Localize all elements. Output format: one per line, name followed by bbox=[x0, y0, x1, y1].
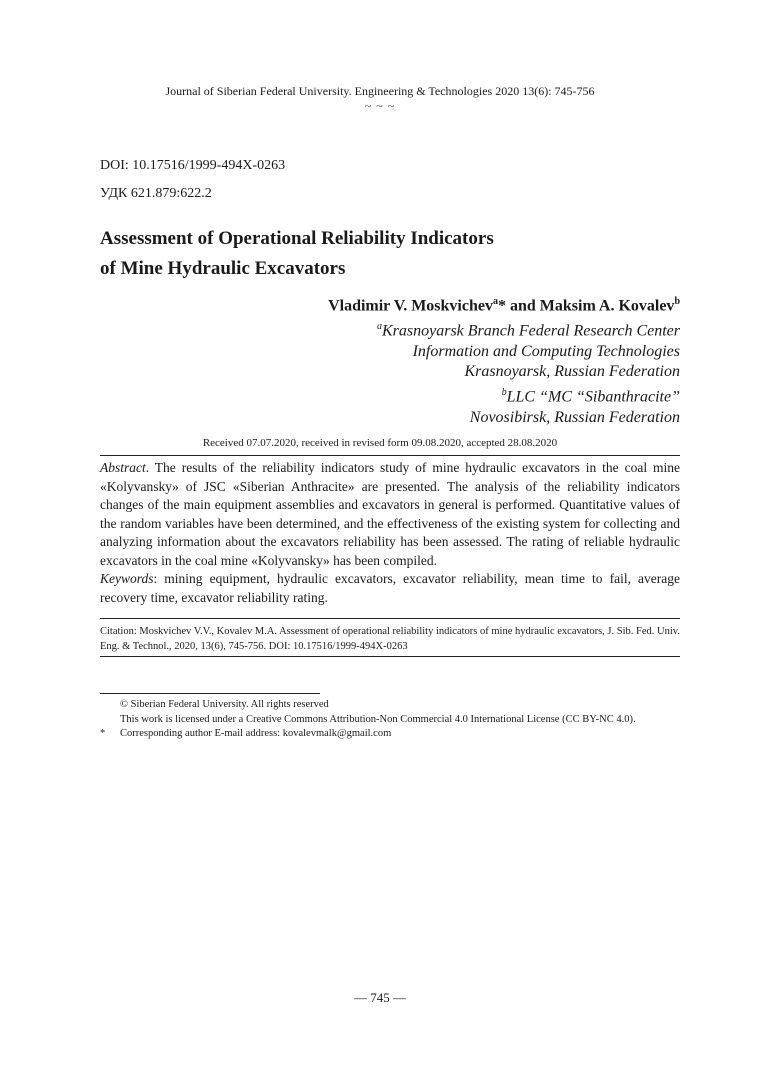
received-dates: Received 07.07.2020, received in revised form 09.08.2020, accepted 28.08.2020 bbox=[202, 437, 558, 449]
citation: Citation: Moskvichev V.V., Kovalev M.A. Assessment of operational reliability indicators of mine hydraulic excavators, J. Sib. Fed. Univ. Eng. & Technol., 2020, 13(6), 745-756. DOI: 10.17516/1999-494X-0263 bbox=[100, 626, 680, 652]
divider bbox=[100, 618, 680, 619]
footnote-divider bbox=[100, 693, 320, 694]
affiliations bbox=[377, 317, 680, 428]
paper-title bbox=[100, 224, 680, 284]
journal-header: Journal of Siberian Federal University. Engineering & Technologies 2020 13(6): 745-756 bbox=[165, 84, 595, 98]
page-number: — 745 — bbox=[354, 990, 406, 1005]
affiliation-line: Information and Computing Technologies bbox=[412, 342, 680, 360]
affiliation-line bbox=[377, 383, 680, 408]
doi: DOI: 10.17516/1999-494X-0263 bbox=[100, 158, 286, 173]
corresponding-author-email: Corresponding author E-mail address: kovalevmalk@gmail.com bbox=[120, 728, 392, 739]
divider bbox=[100, 455, 680, 456]
abstract-text: . The results of the reliability indicators study of mine hydraulic excavators in the coal mine «Kolyvansky» of JSC «Siberian Anthracite» are presented. The analysis of the reliability indicators changes of the main equipment assemblies and excavators in general is performed. Quantitative values of the random variables have been determined, and the effectiveness of the existing system for collecting and analyzing information about the excavators reliability has been assessed. The rating of reliable hydraulic excavators in the coal mine «Kolyvansky» has been compiled. bbox=[100, 460, 680, 568]
author-connector: and bbox=[505, 297, 540, 315]
affiliation-mark: a bbox=[376, 321, 382, 332]
udk-code: УДК 621.879:622.2 bbox=[100, 186, 212, 201]
affiliation-mark: b bbox=[674, 296, 680, 307]
paper-title-line: Assessment of Operational Reliability Indicators bbox=[100, 228, 494, 249]
affiliation-line bbox=[377, 317, 680, 342]
corresponding-author-note bbox=[100, 727, 690, 742]
copyright-notice: © Siberian Federal University. All rights reserved bbox=[120, 699, 329, 710]
affiliation-mark: b bbox=[501, 386, 507, 398]
keywords-text: : mining equipment, hydraulic excavators, excavator reliability, mean time to fail, average recovery time, excavator reliability rating. bbox=[100, 571, 680, 605]
author-name: Maksim A. Kovalev bbox=[539, 297, 675, 315]
affiliation-text: Krasnoyarsk Branch Federal Research Center bbox=[381, 322, 680, 340]
header-ornament: ~ ~ ~ bbox=[364, 99, 396, 113]
author-name: Vladimir V. Moskvichev bbox=[328, 297, 493, 315]
abstract-label: Abstract bbox=[100, 460, 146, 475]
affiliation-line: Novosibirsk, Russian Federation bbox=[469, 408, 680, 426]
paper-title-line: of Mine Hydraulic Excavators bbox=[100, 258, 346, 279]
affiliation-line: Krasnoyarsk, Russian Federation bbox=[464, 363, 680, 381]
corresponding-mark: * bbox=[497, 297, 506, 315]
authors bbox=[328, 296, 680, 315]
affiliation-mark: a bbox=[492, 296, 498, 307]
footnote-mark: * bbox=[100, 728, 106, 739]
divider bbox=[100, 656, 680, 657]
keywords bbox=[100, 570, 680, 607]
affiliation-text: LLC “MC “Sibanthracite” bbox=[506, 388, 680, 406]
license-notice: This work is licensed under a Creative Commons Attribution-Non Commercial 4.0 International License (CC BY-NC 4.0). bbox=[120, 713, 636, 725]
keywords-label: Keywords bbox=[100, 571, 154, 586]
abstract bbox=[100, 459, 680, 570]
footnotes bbox=[100, 698, 690, 742]
